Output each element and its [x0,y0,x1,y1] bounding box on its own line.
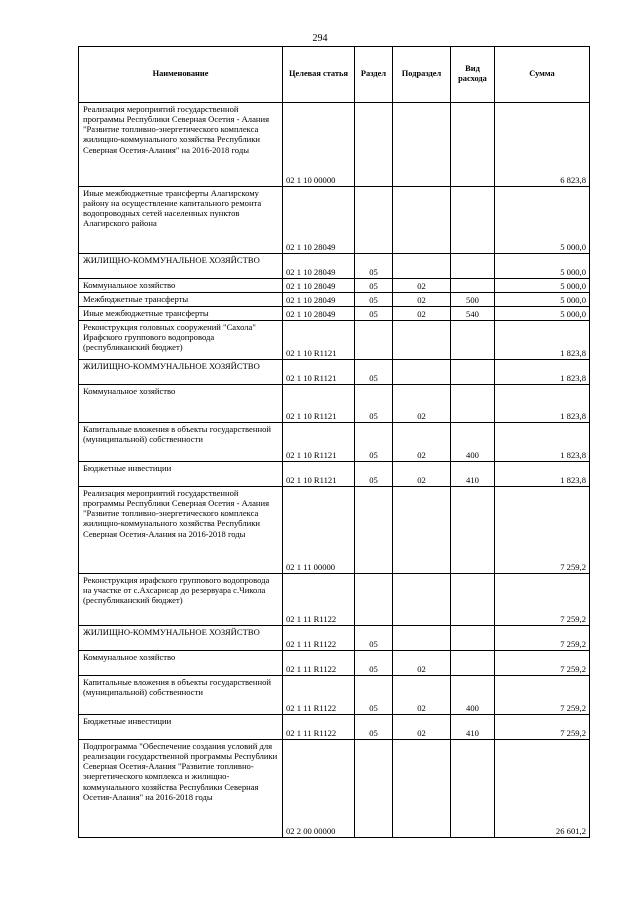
cell-section: 05 [355,279,393,293]
cell-target: 02 1 10 00000 [283,103,355,187]
cell-subsection: 02 [393,279,451,293]
cell-expense-type [451,103,495,187]
cell-amount: 7 259,2 [495,651,590,676]
header-name: Наименование [79,47,283,103]
cell-expense-type: 500 [451,293,495,307]
cell-amount: 5 000,0 [495,187,590,254]
table-row [79,254,590,279]
cell-name: Реализация мероприятий государственной программы Республики Северная Осетия - Алания "Развитие топливно-энергетического комплекса жилищно-коммунального хозяйства Республики Северная Осетия-Алания" на 2016-2018 годы [79,103,283,187]
cell-name: Реализация мероприятий государственной программы Республики Северная Осетия - Алания "Развитие топливно-энергетического комплекса жилищно-коммунального хозяйства Республики Северная Осетия-Алания на 2016-2018 годы [79,487,283,574]
cell-target: 02 1 10 28049 [283,307,355,321]
table-row [79,293,590,307]
cell-section: 05 [355,385,393,423]
cell-expense-type: 400 [451,423,495,462]
page-number: 294 [312,33,328,44]
cell-amount: 1 823,8 [495,423,590,462]
cell-name: Коммунальное хозяйство [79,651,283,676]
cell-section [355,487,393,574]
cell-section: 05 [355,651,393,676]
cell-expense-type: 410 [451,715,495,740]
cell-name: Подпрограмма "Обеспечение создания условий для реализации государственной программы Республики Северная Осетия-Алания "Развитие топливно-энергетического комплекса и жилищно-коммунального хозяйства Республики Северная Осетия-Алания" на 2016-2018 годы [79,740,283,838]
cell-amount: 5 000,0 [495,254,590,279]
cell-expense-type [451,487,495,574]
table-row [79,360,590,385]
cell-section [355,740,393,838]
cell-target: 02 1 10 28049 [283,254,355,279]
cell-target: 02 1 11 R1122 [283,626,355,651]
cell-expense-type [451,626,495,651]
cell-amount: 1 823,8 [495,360,590,385]
cell-expense-type [451,574,495,626]
table-row [79,651,590,676]
cell-expense-type: 540 [451,307,495,321]
header-expense-type: Вид расхода [451,47,495,103]
cell-target: 02 1 11 00000 [283,487,355,574]
cell-amount: 1 823,8 [495,321,590,360]
cell-section [355,321,393,360]
cell-expense-type [451,385,495,423]
cell-name: Капитальные вложения в объекты государственной (муниципальной) собственности [79,676,283,715]
cell-name: Бюджетные инвестиции [79,462,283,487]
cell-section: 05 [355,423,393,462]
cell-target: 02 1 10 R1121 [283,360,355,385]
table-row [79,423,590,462]
cell-name: Межбюджетные трансферты [79,293,283,307]
cell-amount: 26 601,2 [495,740,590,838]
table-row [79,487,590,574]
cell-target: 02 1 11 R1122 [283,715,355,740]
cell-amount: 7 259,2 [495,715,590,740]
cell-target: 02 1 10 R1121 [283,321,355,360]
cell-expense-type [451,360,495,385]
cell-expense-type [451,254,495,279]
cell-subsection: 02 [393,307,451,321]
cell-expense-type [451,321,495,360]
cell-subsection [393,487,451,574]
cell-target: 02 1 10 R1121 [283,385,355,423]
table-row [79,740,590,838]
cell-subsection [393,103,451,187]
table-row [79,626,590,651]
cell-section [355,187,393,254]
cell-target: 02 1 10 28049 [283,279,355,293]
cell-subsection: 02 [393,651,451,676]
cell-amount: 1 823,8 [495,385,590,423]
cell-name: Иные межбюджетные трансферты Алагирскому району на осуществление капитального ремонта водопроводных сетей населенных пунктов Алагирского района [79,187,283,254]
table-row [79,715,590,740]
cell-expense-type: 410 [451,462,495,487]
cell-expense-type [451,651,495,676]
table-row [79,321,590,360]
cell-subsection [393,254,451,279]
cell-expense-type [451,279,495,293]
table-row [79,103,590,187]
cell-amount: 7 259,2 [495,487,590,574]
cell-section: 05 [355,462,393,487]
header-amount: Сумма [495,47,590,103]
cell-name: Бюджетные инвестиции [79,715,283,740]
cell-target: 02 2 00 00000 [283,740,355,838]
cell-subsection: 02 [393,293,451,307]
cell-amount: 5 000,0 [495,293,590,307]
cell-target: 02 1 11 R1122 [283,574,355,626]
cell-name: Реконструкция ирафского группового водопровода на участке от с.Ахсарисар до резервуара с.Чикола (республиканский бюджет) [79,574,283,626]
cell-target: 02 1 11 R1122 [283,676,355,715]
cell-subsection: 02 [393,423,451,462]
table-row [79,187,590,254]
cell-name: ЖИЛИЩНО-КОММУНАЛЬНОЕ ХОЗЯЙСТВО [79,626,283,651]
cell-name: Иные межбюджетные трансферты [79,307,283,321]
header-section: Раздел [355,47,393,103]
cell-name: Коммунальное хозяйство [79,385,283,423]
cell-name: Коммунальное хозяйство [79,279,283,293]
cell-target: 02 1 10 28049 [283,293,355,307]
cell-subsection [393,626,451,651]
cell-amount: 7 259,2 [495,574,590,626]
cell-name: ЖИЛИЩНО-КОММУНАЛЬНОЕ ХОЗЯЙСТВО [79,360,283,385]
cell-section [355,574,393,626]
header-target: Целевая статья [283,47,355,103]
header-subsection: Подраздел [393,47,451,103]
cell-name: Реконструкция головных сооружений "Сахола" Ирафского группового водопровода (республиканский бюджет) [79,321,283,360]
cell-subsection: 02 [393,385,451,423]
cell-expense-type: 400 [451,676,495,715]
table-body [79,103,590,838]
table-row [79,574,590,626]
cell-subsection: 02 [393,676,451,715]
cell-subsection [393,360,451,385]
table-row [79,462,590,487]
cell-section [355,103,393,187]
cell-amount: 7 259,2 [495,626,590,651]
cell-section: 05 [355,254,393,279]
cell-target: 02 1 10 R1121 [283,423,355,462]
cell-subsection [393,574,451,626]
cell-subsection: 02 [393,715,451,740]
table-header-row [79,47,590,103]
cell-expense-type [451,740,495,838]
cell-amount: 5 000,0 [495,279,590,293]
cell-subsection: 02 [393,462,451,487]
cell-target: 02 1 10 28049 [283,187,355,254]
cell-section: 05 [355,293,393,307]
cell-subsection [393,321,451,360]
table-row [79,676,590,715]
cell-expense-type [451,187,495,254]
cell-target: 02 1 10 R1121 [283,462,355,487]
cell-section: 05 [355,715,393,740]
cell-section: 05 [355,626,393,651]
cell-amount: 7 259,2 [495,676,590,715]
cell-section: 05 [355,676,393,715]
cell-amount: 5 000,0 [495,307,590,321]
cell-amount: 1 823,8 [495,462,590,487]
cell-subsection [393,740,451,838]
table-row [79,279,590,293]
cell-target: 02 1 11 R1122 [283,651,355,676]
table-row [79,307,590,321]
cell-section: 05 [355,307,393,321]
cell-amount: 6 823,8 [495,103,590,187]
cell-subsection [393,187,451,254]
cell-name: Капитальные вложения в объекты государственной (муниципальной) собственности [79,423,283,462]
table-row [79,385,590,423]
cell-section: 05 [355,360,393,385]
cell-name: ЖИЛИЩНО-КОММУНАЛЬНОЕ ХОЗЯЙСТВО [79,254,283,279]
budget-table [78,46,590,838]
